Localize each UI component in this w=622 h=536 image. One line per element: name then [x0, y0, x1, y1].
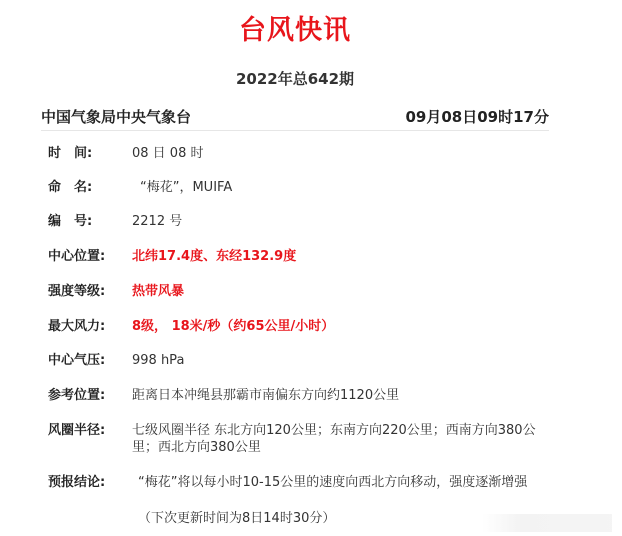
field-label: 强度等级:: [48, 284, 106, 299]
field-label: 最大风力:: [48, 319, 106, 334]
field-value: 8级， 18米/秒（约65公里/小时）: [132, 319, 335, 334]
field-label: 预报结论:: [48, 475, 106, 490]
source-agency: 中国气象局中央气象台: [41, 108, 192, 126]
watermark: [482, 514, 612, 532]
field-label: 命 名:: [48, 180, 93, 195]
field-value: 热带风暴: [132, 284, 185, 299]
field-value: 2212 号: [132, 214, 183, 229]
field-value: 998 hPa: [132, 353, 185, 368]
field-label: 编 号:: [48, 214, 93, 229]
field-value: “梅花”，MUIFA: [140, 180, 233, 195]
field-label: 参考位置:: [48, 388, 106, 403]
field-value: 七级风圈半径 东北方向120公里；东南方向220公里；西南方向380公里；西北方向380公里: [132, 423, 536, 455]
field-value: “梅花”将以每小时10-15公里的速度向西北方向移动，强度逐渐增强: [138, 475, 528, 490]
field-label: 中心位置:: [48, 249, 106, 264]
field-label: 中心气压:: [48, 353, 106, 368]
field-value: 08 日 08 时: [132, 146, 204, 161]
field-value: 距离日本冲绳县那霸市南偏东方向约1120公里: [132, 388, 400, 403]
issue-number: 2022年总642期: [235, 70, 355, 88]
field-value: 北纬17.4度、东经132.9度: [132, 249, 297, 264]
publish-time: 09月08日09时17分: [405, 108, 549, 126]
page-title: 台风快讯: [239, 15, 351, 46]
field-label: 时 间:: [48, 146, 93, 161]
source-row: [41, 104, 549, 131]
next-update-note: （下次更新时间为8日14时30分）: [138, 511, 336, 526]
field-label: 风圈半径:: [48, 423, 106, 438]
